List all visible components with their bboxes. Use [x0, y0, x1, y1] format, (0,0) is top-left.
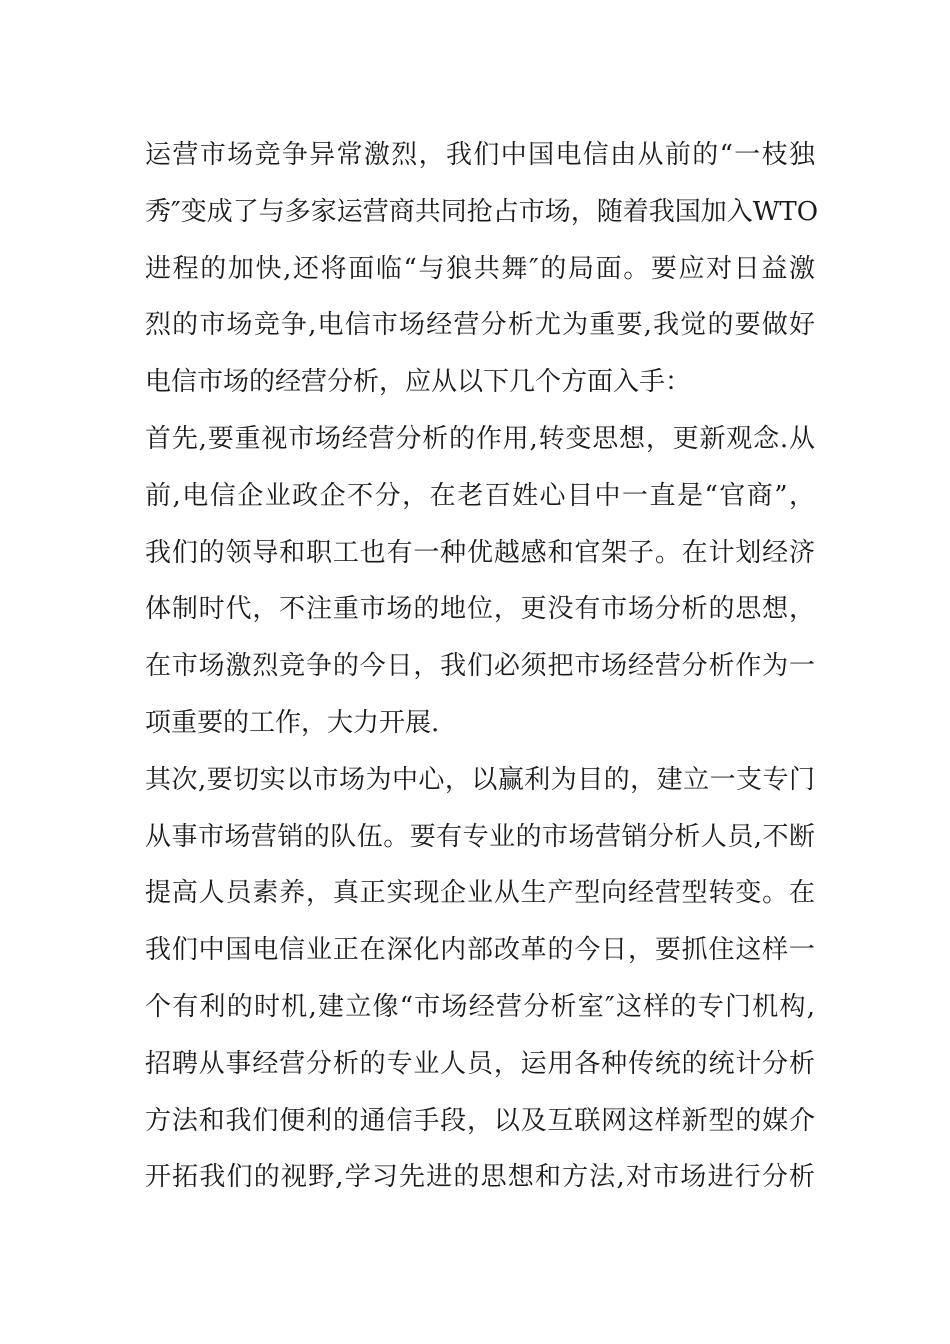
- text-line: 电信市场的经营分析，应从以下几个方面入手：: [145, 367, 692, 398]
- text-line: 我们中国电信业正在深化内部改革的今日，要抓住这样一: [145, 935, 815, 966]
- text-line: 提高人员素养，真正实现企业从生产型向经营型转变。在: [145, 878, 815, 909]
- text-line: 从事市场营销的队伍。要有专业的市场营销分析人员,不断: [145, 821, 815, 852]
- text-line: 我们的领导和职工也有一种优越感和官架子。在计划经济: [145, 537, 815, 568]
- text-line: 首先,要重视市场经营分析的作用,转变思想，更新观念.从: [145, 423, 815, 454]
- text-line: 方法和我们便利的通信手段，以及互联网这样新型的媒介: [145, 1105, 815, 1136]
- text-line: 运营市场竞争异常激烈，我们中国电信由从前的“一枝独: [145, 140, 815, 170]
- text-line: 前,电信企业政企不分，在老百姓心目中一直是“官商”，: [145, 480, 815, 511]
- text-line: 体制时代，不注重市场的地位，更没有市场分析的思想，: [145, 594, 815, 625]
- text-line: 个有利的时机,建立像“市场经营分析室″这样的专门机构,: [145, 991, 815, 1022]
- text-line: 秀″变成了与多家运营商共同抢占市场，随着我国加入WTO: [145, 196, 819, 227]
- document-body: [145, 127, 819, 1206]
- text-line: 开拓我们的视野,学习先进的思想和方法,对市场进行分析: [145, 1162, 815, 1193]
- text-line: 其次,要切实以市场为中心，以赢利为目的，建立一支专门: [145, 764, 815, 795]
- text-line: 进程的加快,还将面临“与狼共舞″的局面。要应对日益激: [145, 253, 815, 284]
- text-line: 烈的市场竞争,电信市场经营分析尤为重要,我觉的要做好: [145, 310, 815, 341]
- text-line: 招聘从事经营分析的专业人员，运用各种传统的统计分析: [145, 1048, 815, 1079]
- text-line: 项重要的工作，大力开展.: [145, 707, 440, 738]
- text-line: 在市场激烈竞争的今日，我们必须把市场经营分析作为一: [145, 651, 815, 682]
